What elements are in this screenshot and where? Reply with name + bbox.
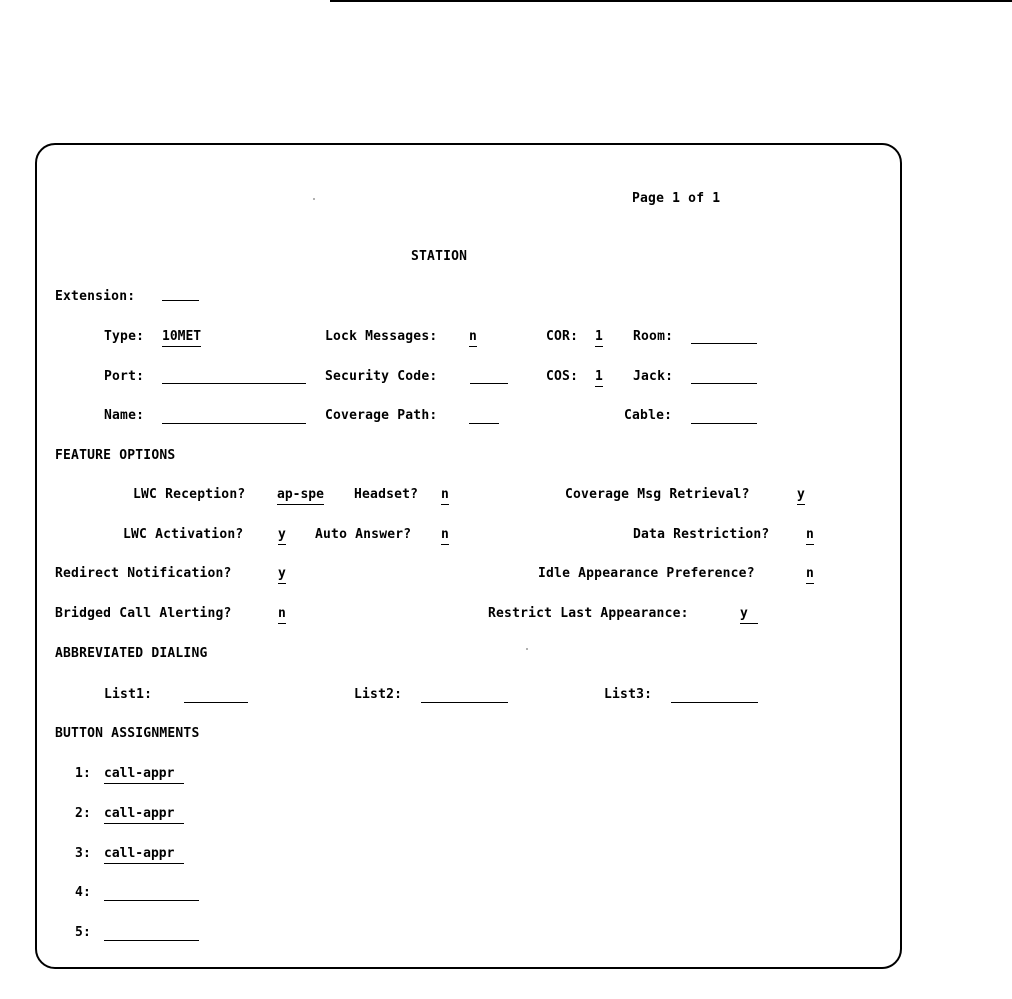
button-5-field[interactable]: [104, 940, 199, 941]
list2-field[interactable]: [421, 702, 508, 703]
lock-messages-field[interactable]: n: [469, 329, 477, 347]
list2-label: List2:: [354, 687, 403, 702]
coverage-msg-retrieval-label: Coverage Msg Retrieval?: [565, 487, 750, 502]
port-field[interactable]: [162, 383, 306, 384]
jack-label: Jack:: [633, 369, 674, 384]
lwc-activation-field[interactable]: y: [278, 527, 286, 545]
redirect-notification-label: Redirect Notification?: [55, 566, 232, 581]
restrict-last-appearance-label: Restrict Last Appearance:: [488, 606, 689, 621]
button-assignments-heading: BUTTON ASSIGNMENTS: [55, 726, 200, 741]
list3-label: List3:: [604, 687, 653, 702]
lwc-activation-label: LWC Activation?: [123, 527, 244, 542]
cable-label: Cable:: [624, 408, 673, 423]
button-5-label: 5:: [75, 925, 92, 940]
button-4-field[interactable]: [104, 900, 199, 901]
cor-field[interactable]: 1: [595, 329, 603, 347]
form-title: STATION: [411, 249, 468, 264]
button-3-label: 3:: [75, 846, 92, 861]
name-field[interactable]: [162, 423, 306, 424]
extension-field[interactable]: [162, 300, 199, 301]
button-1-field[interactable]: call-appr: [104, 766, 184, 784]
security-code-field[interactable]: [470, 383, 508, 384]
restrict-last-appearance-field[interactable]: y: [740, 606, 758, 624]
lwc-reception-label: LWC Reception?: [133, 487, 246, 502]
name-label: Name:: [104, 408, 145, 423]
type-label: Type:: [104, 329, 145, 344]
button-4-label: 4:: [75, 885, 92, 900]
button-2-field[interactable]: call-appr: [104, 806, 184, 824]
lwc-reception-field[interactable]: ap-spe: [277, 487, 324, 505]
button-3-field[interactable]: call-appr: [104, 846, 184, 864]
list1-label: List1:: [104, 687, 153, 702]
scan-speck: [313, 198, 315, 200]
cor-label: COR:: [546, 329, 579, 344]
port-label: Port:: [104, 369, 145, 384]
feature-options-heading: FEATURE OPTIONS: [55, 448, 176, 463]
button-1-label: 1:: [75, 766, 92, 781]
bridged-call-alerting-field[interactable]: n: [278, 606, 286, 624]
scan-speck: [526, 648, 528, 650]
abbreviated-dialing-heading: ABBREVIATED DIALING: [55, 646, 208, 661]
jack-field[interactable]: [691, 383, 757, 384]
security-code-label: Security Code:: [325, 369, 438, 384]
redirect-notification-field[interactable]: y: [278, 566, 286, 584]
headset-label: Headset?: [354, 487, 419, 502]
room-label: Room:: [633, 329, 674, 344]
auto-answer-field[interactable]: n: [441, 527, 449, 545]
cos-field[interactable]: 1: [595, 369, 603, 387]
list1-field[interactable]: [184, 702, 248, 703]
type-field[interactable]: 10MET: [162, 329, 201, 347]
coverage-path-label: Coverage Path:: [325, 408, 438, 423]
bridged-call-alerting-label: Bridged Call Alerting?: [55, 606, 232, 621]
data-restriction-label: Data Restriction?: [633, 527, 770, 542]
idle-appearance-preference-label: Idle Appearance Preference?: [538, 566, 755, 581]
coverage-path-field[interactable]: [469, 423, 499, 424]
cable-field[interactable]: [691, 423, 757, 424]
list3-field[interactable]: [671, 702, 758, 703]
lock-messages-label: Lock Messages:: [325, 329, 438, 344]
page-indicator: Page 1 of 1: [632, 191, 721, 206]
page-top-rule: [330, 0, 1012, 2]
auto-answer-label: Auto Answer?: [315, 527, 412, 542]
idle-appearance-preference-field[interactable]: n: [806, 566, 814, 584]
headset-field[interactable]: n: [441, 487, 449, 505]
cos-label: COS:: [546, 369, 579, 384]
coverage-msg-retrieval-field[interactable]: y: [797, 487, 805, 505]
extension-label: Extension:: [55, 289, 136, 304]
room-field[interactable]: [691, 343, 757, 344]
button-2-label: 2:: [75, 806, 92, 821]
data-restriction-field[interactable]: n: [806, 527, 814, 545]
